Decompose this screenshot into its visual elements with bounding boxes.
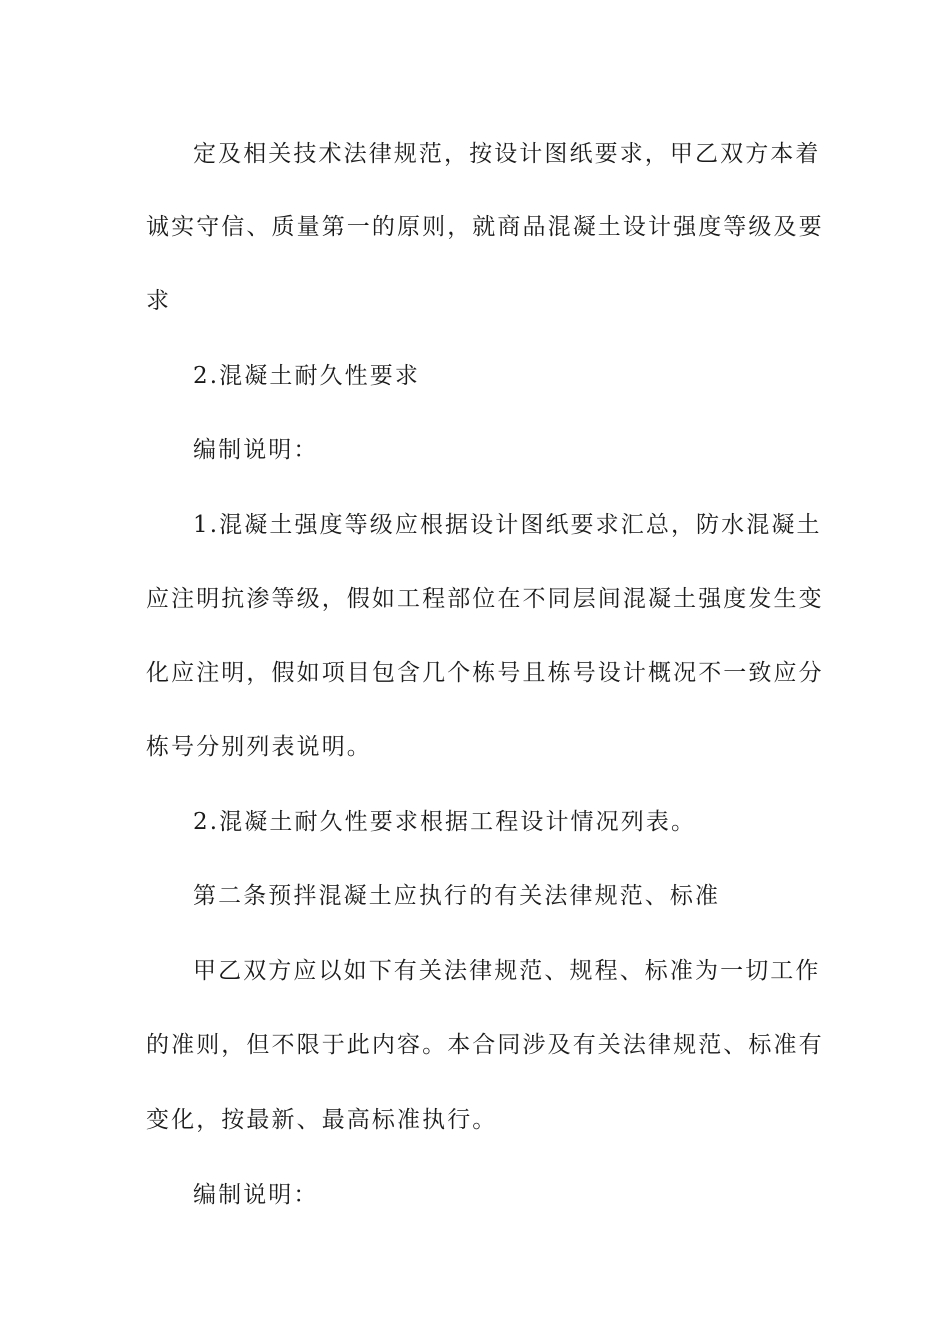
paragraph-line: 诚实守信、质量第一的原则，就商品混凝土设计强度等级及要 bbox=[146, 214, 824, 240]
paragraph-line: 定及相关技术法律规范，按设计图纸要求，甲乙双方本着 bbox=[193, 141, 821, 167]
paragraph-line: 1.混凝土强度等级应根据设计图纸要求汇总，防水混凝土 bbox=[193, 512, 822, 538]
note-heading: 编制说明： bbox=[193, 437, 319, 463]
paragraph-line: 2.混凝土耐久性要求根据工程设计情况列表。 bbox=[193, 809, 697, 835]
paragraph-line: 变化，按最新、最高标准执行。 bbox=[146, 1107, 498, 1133]
paragraph-line: 栋号分别列表说明。 bbox=[146, 734, 372, 760]
paragraph-line: 的准则，但不限于此内容。本合同涉及有关法律规范、标准有 bbox=[146, 1032, 824, 1058]
article-heading: 第二条预拌混凝土应执行的有关法律规范、标准 bbox=[193, 883, 721, 909]
paragraph-line: 求 bbox=[146, 288, 172, 314]
paragraph-line: 甲乙双方应以如下有关法律规范、规程、标准为一切工作 bbox=[193, 958, 821, 984]
paragraph-line: 化应注明，假如项目包含几个栋号且栋号设计概况不一致应分 bbox=[146, 660, 824, 686]
section-heading: 2.混凝土耐久性要求 bbox=[193, 363, 420, 389]
note-heading: 编制说明： bbox=[193, 1182, 319, 1208]
paragraph-line: 应注明抗渗等级，假如工程部位在不同层间混凝土强度发生变 bbox=[146, 586, 824, 612]
